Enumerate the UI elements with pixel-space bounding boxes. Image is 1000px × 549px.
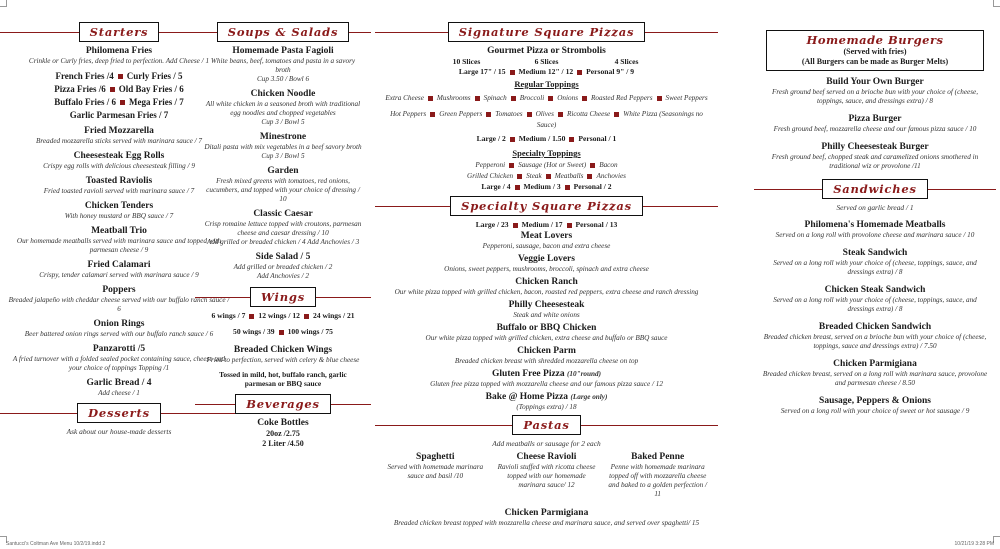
- menu-item: Panzarotti /5 A fried turnover with a folded sealed pocket containing sauce, cheese and your choice of toppings Topping /1: [12, 344, 226, 372]
- menu-item: Classic Caesar Crisp romaine lettuce topped with croutons, parmesan cheese and caesar dressing / 10 Add grilled or breaded chicken / 4 Add Anchovies / 3: [204, 209, 362, 246]
- soups-column: [203, 8, 363, 454]
- menu-item: Fried Calamari Crispy, tender calamari served with marinara sauce / 9: [39, 260, 199, 279]
- menu-item: Veggie Lovers Onions, sweet peppers, mushrooms, broccoli, spinach and extra cheese: [444, 254, 649, 273]
- specialty-toppings-row: Pepperoni Sausage (Hot or Sweet) Bacon: [475, 161, 618, 169]
- slug-right: 10/21/19 3:28 PM: [954, 541, 994, 547]
- specialty-header: [383, 196, 710, 216]
- wings-header: [203, 287, 363, 307]
- menu-item: Onion Rings Beer battered onion rings served with our buffalo ranch sauce / 6: [24, 319, 214, 338]
- desserts-header: [8, 403, 230, 423]
- soups-header: [203, 22, 363, 42]
- desserts-title: Desserts: [77, 403, 161, 423]
- menu-item: Build Your Own Burger Fresh ground beef served on a brioche bun with your choice of (cheese, toppings, sauce, and dressings extra) / 8: [771, 77, 979, 105]
- sandwiches-header: [762, 179, 988, 199]
- crop-mark: [0, 0, 7, 7]
- menu-item: Chicken Parm Breaded chicken breast with shredded mozzarella cheese on top: [454, 346, 639, 365]
- burgers-column: [762, 8, 988, 421]
- menu-item: Chicken Noodle All white chicken in a seasoned broth with traditional egg noodles and chopped vegetables Cup 3 / Bowl 5: [205, 89, 361, 126]
- gourmet-title: Gourmet Pizza or Strombolis: [487, 46, 606, 56]
- wings-title: Wings: [250, 287, 316, 307]
- menu-item: Chicken Parmigiana Breaded chicken breast topped with mozzarella cheese and marinara sauce, and served over spaghetti/ 15: [393, 508, 700, 527]
- menu-item: Garlic Bread / 4 Add cheese / 1: [86, 378, 152, 397]
- menu-item: Bake @ Home Pizza (Large only) (Toppings extra) / 18: [485, 392, 608, 411]
- menu-item: Coke Bottles 20oz /2.75 2 Liter /4.50: [257, 418, 309, 448]
- pastas-note: Add meatballs or sausage for 2 each: [492, 439, 601, 448]
- fries-row: French Fries /4 Curly Fries / 5: [55, 71, 183, 81]
- specialty-pizza-prices: Large / 23 Medium / 17 Personal / 13: [475, 220, 618, 229]
- menu-item: Chicken Tenders With honey mustard or BBQ sauce / 7: [64, 201, 174, 220]
- menu-item: Meat Lovers Pepperoni, sausage, bacon and extra cheese: [482, 231, 611, 250]
- menu-item: Side Salad / 5 Add grilled or breaded chicken / 2 Add Anchovies / 2: [233, 252, 333, 280]
- regular-toppings-row: Hot Peppers Green Peppers Tomatoes Olives Ricotta Cheese White Pizza (Seasonings no Sauce): [390, 110, 703, 129]
- menu-item: Minestrone Ditali pasta with mix vegetables in a beef savory broth Cup 3 / Bowl 5: [204, 132, 362, 160]
- menu-item: Steak Sandwich Served on a long roll with your choice of (cheese, toppings, sauce, and dressings extra) / 8: [773, 248, 977, 276]
- signature-title: Signature Square Pizzas: [448, 22, 646, 42]
- menu-item: Baked Penne Penne with homemade marinara topped off with mozzarella cheese and baked to a golden perfection / 11: [608, 452, 707, 498]
- slug-left: Santucci's Coltman Ave Menu 10/2/19.indd 2: [6, 541, 106, 547]
- menu-item: Meatball Trio Our homemade meatballs served with marinara sauce and topped with parmesan cheese / 9: [16, 226, 222, 254]
- regular-toppings-row: Extra Cheese Mushrooms Spinach Broccoli Onions Roasted Red Peppers Sweet Peppers: [385, 94, 708, 102]
- specialty-prices: Large / 4 Medium / 3 Personal / 2: [481, 182, 612, 191]
- menu-item: Breaded Chicken Sandwich Breaded chicken breast, served on a brioche bun with your choice of (cheese, toppings, sauce and dressings extra) / 7.50: [763, 322, 987, 350]
- menu-item: Pizza Burger Fresh ground beef, mozzarella cheese and our famous pizza sauce / 10: [773, 114, 977, 133]
- sandwiches-title: Sandwiches: [822, 179, 928, 199]
- pastas-title: Pastas: [512, 415, 580, 435]
- starters-column: [8, 8, 230, 440]
- menu-item: Garden Fresh mixed greens with tomatoes, red onions, cucumbers, and topped with your choice of dressing / 10: [206, 166, 360, 203]
- beverages-title: Beverages: [235, 394, 331, 414]
- menu-item: Sausage, Peppers & Onions Served on a long roll with your choice of sweet or hot sausage / 9: [780, 396, 970, 415]
- fries-row: Pizza Fries /6 Old Bay Fries / 6: [54, 84, 184, 94]
- specialty-toppings-row: Grilled Chicken Steak Meatballs Anchovies: [467, 172, 626, 180]
- regular-toppings-title: Regular Toppings: [514, 79, 579, 89]
- burgers-title: Homemade Burgers: [806, 33, 944, 47]
- signature-header: [383, 22, 710, 42]
- menu-item: Fried Mozzarella Breaded mozzarella sticks served with marinara sauce / 7: [36, 126, 202, 145]
- menu-item: Philly Cheesesteak Steak and white onions: [508, 300, 585, 319]
- menu-item: Cheese Ravioli Ravioli stuffed with ricotta cheese topped with our homemade marinara sauce/ 12: [497, 452, 596, 489]
- specialty-toppings-title: Specialty Toppings: [512, 148, 581, 158]
- pizza-column: [383, 8, 710, 533]
- pastas-header: [383, 415, 710, 435]
- specialty-title: Specialty Square Pizzas: [450, 196, 643, 216]
- menu-item: Chicken Steak Sandwich Served on a long roll with your choice of (cheese, toppings, sauce, and dressings extra) / 8: [773, 285, 977, 313]
- menu-item: Chicken Parmigiana Breaded chicken breast, served on a long roll with marinara sauce, provolone and parmesan cheese / 8.50: [762, 359, 988, 387]
- menu-item: Toasted Raviolis Fried toasted ravioli served with marinara sauce / 7: [43, 176, 195, 195]
- wings-sauces: Tossed in mild, hot, buffalo ranch, garlic parmesan or BBQ sauce: [219, 370, 347, 388]
- pasta-row: [383, 452, 710, 504]
- menu-item: Philly Cheesesteak Burger Fresh ground beef, chopped steak and caramelized onions smothered in traditional wiz or provolone /11: [771, 142, 979, 170]
- menu-item: Breaded Chicken Wings Fried to perfection, served with celery & blue cheese: [206, 345, 360, 364]
- crop-mark: [993, 536, 1000, 543]
- beverages-header: [203, 394, 363, 414]
- slices-row: 10 Slices 6 Slices 4 Slices: [452, 57, 639, 66]
- crop-mark: [993, 0, 1000, 7]
- garlic-fries: Garlic Parmesan Fries / 7: [69, 110, 169, 120]
- sizes-row: Large 17" / 15 Medium 12" / 12 Personal 9" / 9: [458, 67, 635, 76]
- menu-item: Homemade Pasta Fagioli White beans, beef, tomatoes and pasta in a savory broth Cup 3.50 / Bowl 6: [210, 46, 356, 83]
- menu-item: Philomena Fries Crinkle or Curly fries, deep fried to perfection. Add Cheese / 1: [28, 46, 210, 65]
- menu-item: Buffalo or BBQ Chicken Our white pizza topped with grilled chicken, extra cheese and buffalo or BBQ sauce: [425, 323, 668, 342]
- burgers-box: Homemade Burgers (Served with fries) (All Burgers can be made as Burger Melts): [766, 30, 984, 71]
- menu-item: Gluten Free Pizza (10"round) Gluten free pizza topped with mozzarella cheese and our famous pizza sauce / 12: [430, 369, 663, 388]
- fries-row: Buffalo Fries / 6 Mega Fries / 7: [54, 97, 184, 107]
- wings-row: 6 wings / 7 12 wings / 12 24 wings / 21: [211, 311, 355, 320]
- wings-row: 50 wings / 39 100 wings / 75: [233, 327, 333, 336]
- desserts-note: Ask about our house-made desserts: [66, 427, 172, 436]
- starters-title: Starters: [79, 22, 160, 42]
- regular-prices: Large / 2 Medium / 1.50 Personal / 1: [476, 134, 617, 143]
- soups-title: Soups & Salads: [217, 22, 350, 42]
- sandwiches-note: Served on garlic bread / 1: [836, 203, 914, 212]
- menu-item: Chicken Ranch Our white pizza topped with grilled chicken, bacon, roasted red peppers, extra cheese and ranch dressing: [394, 277, 699, 296]
- menu-item: Cheesesteak Egg Rolls Crispy egg rolls with delicious cheesesteak filling / 9: [43, 151, 195, 170]
- menu-item: Poppers Breaded jalapeño with cheddar cheese served with our buffalo ranch sauce / 6: [8, 285, 230, 313]
- menu-item: Spaghetti Served with homemade marinara sauce and basil /10: [387, 452, 484, 480]
- menu-item: Philomena's Homemade Meatballs Served on a long roll with provolone cheese and marinara sauce / 10: [775, 220, 975, 239]
